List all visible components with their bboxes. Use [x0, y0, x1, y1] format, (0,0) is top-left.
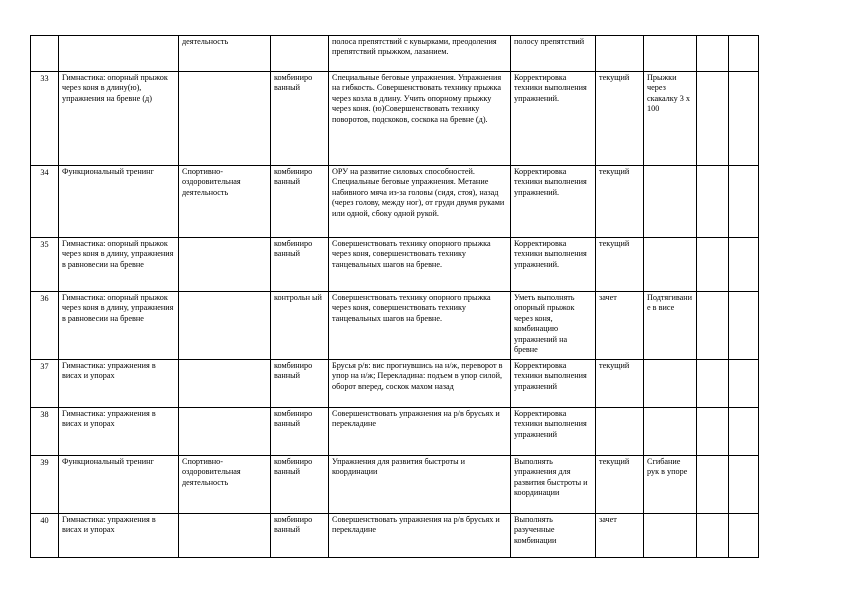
topic-cell: Гимнастика: опорный прыжок через коня в длину, упражнения в равновесии на бревне — [59, 292, 179, 360]
expected-result-cell: Выполнять упражнения для развития быстроты и координации — [511, 456, 596, 514]
lesson-type-cell: комбиниро ванный — [271, 408, 329, 456]
lesson-type-cell — [271, 36, 329, 72]
topic-cell: Гимнастика: упражнения в висах и упорах — [59, 360, 179, 408]
lesson-number-cell: 37 — [31, 360, 59, 408]
expected-result-cell: Корректировка техники выполнения упражнений. — [511, 166, 596, 238]
homework-cell: Прыжки через скакалку 3 х 100 — [644, 72, 697, 166]
activity-type-cell: Спортивно-оздоровительная деятельность — [179, 166, 271, 238]
control-type-cell: текущий — [596, 360, 644, 408]
empty-date-cell — [729, 36, 759, 72]
expected-result-cell: Корректировка техники выполнения упражнений — [511, 408, 596, 456]
topic-cell: Гимнастика: опорный прыжок через коня в длину(ю), упражнения на бревне (д) — [59, 72, 179, 166]
table-row — [31, 72, 759, 166]
lesson-number-cell: 36 — [31, 292, 59, 360]
content-cell: Совершенствовать упражнения на р/в брусьях и перекладине — [329, 408, 511, 456]
content-cell: Брусья р/в: вис прогнувшись на н/ж, переворот в упор на н/ж; Перекладина: подъем в упор силой, оборот вперед, соскок махом назад — [329, 360, 511, 408]
empty-date-cell — [697, 238, 729, 292]
empty-date-cell — [729, 408, 759, 456]
topic-cell: Гимнастика: опорный прыжок через коня в длину, упражнения в равновесии на бревне — [59, 238, 179, 292]
table-row — [31, 292, 759, 360]
empty-date-cell — [697, 72, 729, 166]
topic-cell: Гимнастика: упражнения в висах и упорах — [59, 514, 179, 558]
homework-cell — [644, 408, 697, 456]
table-row — [31, 456, 759, 514]
empty-date-cell — [697, 456, 729, 514]
homework-cell — [644, 238, 697, 292]
activity-type-cell — [179, 514, 271, 558]
empty-date-cell — [729, 360, 759, 408]
lesson-type-cell: комбиниро ванный — [271, 360, 329, 408]
empty-date-cell — [697, 408, 729, 456]
empty-date-cell — [729, 166, 759, 238]
empty-date-cell — [729, 292, 759, 360]
control-type-cell: текущий — [596, 72, 644, 166]
control-type-cell: зачет — [596, 514, 644, 558]
lesson-number-cell: 40 — [31, 514, 59, 558]
table-row — [31, 360, 759, 408]
table-row — [31, 514, 759, 558]
activity-type-cell — [179, 72, 271, 166]
activity-type-cell: Спортивно-оздоровительная деятельность — [179, 456, 271, 514]
control-type-cell: текущий — [596, 238, 644, 292]
table-row — [31, 36, 759, 72]
empty-date-cell — [697, 166, 729, 238]
expected-result-cell: Корректировка техники выполнения упражнений. — [511, 238, 596, 292]
lesson-type-cell: комбиниро ванный — [271, 166, 329, 238]
empty-date-cell — [729, 456, 759, 514]
table-row — [31, 408, 759, 456]
lesson-type-cell: комбиниро ванный — [271, 456, 329, 514]
activity-type-cell — [179, 360, 271, 408]
lesson-number-cell: 34 — [31, 166, 59, 238]
lesson-number-cell: 39 — [31, 456, 59, 514]
lesson-plan-table — [30, 35, 759, 558]
control-type-cell — [596, 36, 644, 72]
topic-cell: Функциональный тренинг — [59, 166, 179, 238]
topic-cell: Гимнастика: упражнения в висах и упорах — [59, 408, 179, 456]
homework-cell — [644, 36, 697, 72]
homework-cell — [644, 166, 697, 238]
content-cell: Совершенствовать упражнения на р/в брусьях и перекладине — [329, 514, 511, 558]
expected-result-cell: Уметь выполнять опорный прыжок через коня, комбинацию упражнений на бревне — [511, 292, 596, 360]
activity-type-cell: деятельность — [179, 36, 271, 72]
lesson-type-cell: комбиниро ванный — [271, 72, 329, 166]
expected-result-cell: Корректировка техники выполнения упражнений. — [511, 72, 596, 166]
content-cell: Совершенствовать технику опорного прыжка через коня, совершенствовать технику танцевальных шагов на бревне. — [329, 238, 511, 292]
homework-cell: Сгибание рук в упоре — [644, 456, 697, 514]
lesson-number-cell: 38 — [31, 408, 59, 456]
homework-cell — [644, 514, 697, 558]
content-cell: полоса препятствий с кувырками, преодоления препятствий прыжком, лазанием. — [329, 36, 511, 72]
activity-type-cell — [179, 408, 271, 456]
activity-type-cell — [179, 238, 271, 292]
empty-date-cell — [697, 36, 729, 72]
homework-cell: Подтягивани е в висе — [644, 292, 697, 360]
topic-cell — [59, 36, 179, 72]
empty-date-cell — [697, 514, 729, 558]
empty-date-cell — [729, 72, 759, 166]
table-row — [31, 166, 759, 238]
control-type-cell: зачет — [596, 292, 644, 360]
empty-date-cell — [729, 514, 759, 558]
content-cell: Специальные беговые упражнения. Упражнения на гибкость. Совершенствовать технику прыжка через козла в длину. Учить опорному прыжку через коня. (ю)Совершенствовать технику поворотов, подскоков, соскока на бревне (д). — [329, 72, 511, 166]
table-body — [31, 36, 759, 558]
control-type-cell: текущий — [596, 166, 644, 238]
empty-date-cell — [729, 238, 759, 292]
lesson-number-cell — [31, 36, 59, 72]
lesson-number-cell: 35 — [31, 238, 59, 292]
lesson-type-cell: комбиниро ванный — [271, 238, 329, 292]
expected-result-cell: полосу препятствий — [511, 36, 596, 72]
activity-type-cell — [179, 292, 271, 360]
lesson-number-cell: 33 — [31, 72, 59, 166]
content-cell: Упражнения для развития быстроты и координации — [329, 456, 511, 514]
control-type-cell: текущий — [596, 456, 644, 514]
content-cell: ОРУ на развитие силовых способностей. Специальные беговые упражнения. Метание набивного мяча из-за головы (сидя, стоя), назад (через голову, между ног), от груди двумя руками или одной, сбоку одной рукой. — [329, 166, 511, 238]
expected-result-cell: Корректировка техники выполнения упражнений — [511, 360, 596, 408]
lesson-type-cell: комбиниро ванный — [271, 514, 329, 558]
empty-date-cell — [697, 292, 729, 360]
topic-cell: Функциональный тренинг — [59, 456, 179, 514]
empty-date-cell — [697, 360, 729, 408]
control-type-cell — [596, 408, 644, 456]
expected-result-cell: Выполнять разученные комбинации — [511, 514, 596, 558]
homework-cell — [644, 360, 697, 408]
content-cell: Совершенствовать технику опорного прыжка через коня, совершенствовать технику танцевальных шагов на бревне. — [329, 292, 511, 360]
lesson-type-cell: контрольн ый — [271, 292, 329, 360]
table-row — [31, 238, 759, 292]
